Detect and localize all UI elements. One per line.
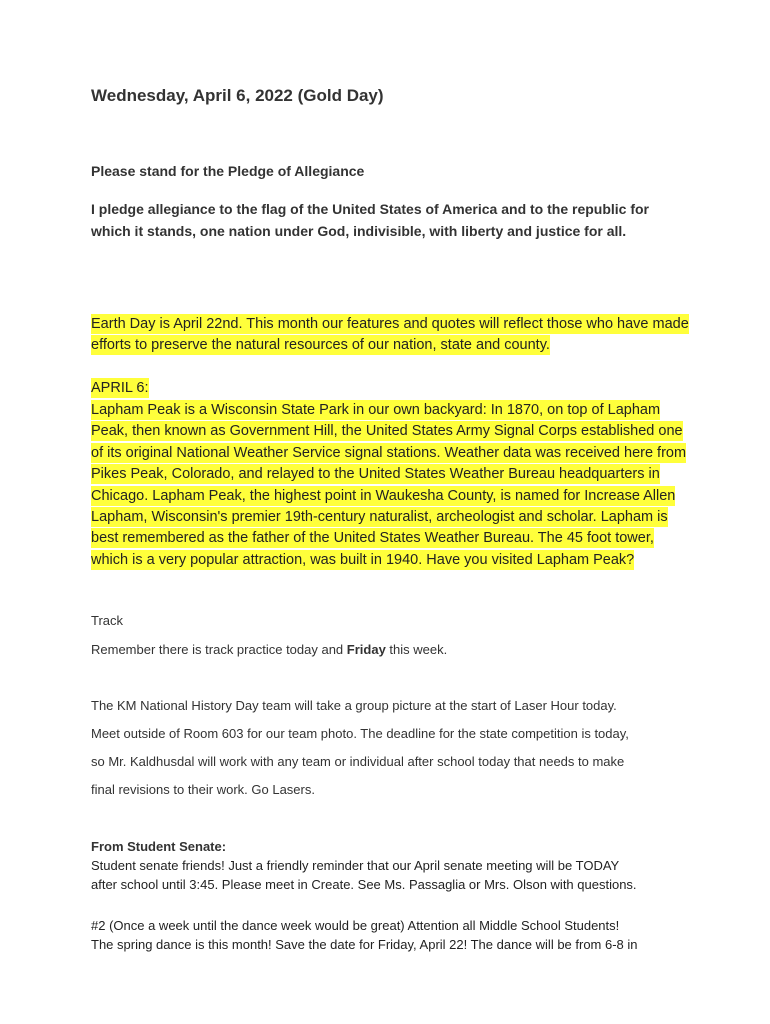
dance-line: #2 (Once a week until the dance week would be great) Attention all Middle School Students! xyxy=(91,918,620,933)
page-title: Wednesday, April 6, 2022 (Gold Day) xyxy=(91,86,384,105)
history-day-line: final revisions to their work. Go Lasers. xyxy=(91,782,315,797)
senate-heading: From Student Senate: xyxy=(91,839,227,854)
history-day-line: so Mr. Kaldhusdal will work with any team or individual after school today that needs to make xyxy=(91,754,625,769)
april6-heading: APRIL 6: xyxy=(91,380,149,396)
spring-dance-announcement xyxy=(91,916,691,954)
senate-line: Student senate friends! Just a friendly reminder that our April senate meeting will be TODAY xyxy=(91,858,620,873)
student-senate-section xyxy=(91,837,691,894)
april6-heading-block xyxy=(91,378,691,399)
track-text-start: Remember there is track practice today and xyxy=(91,642,347,657)
dance-line: The spring dance is this month! Save the date for Friday, April 22! The dance will be from 6-8 in xyxy=(91,937,638,952)
lapham-peak-feature xyxy=(91,400,691,571)
earth-day-announcement xyxy=(91,314,691,357)
pledge-text: I pledge allegiance to the flag of the United States of America and to the republic for which it stands, one nation under God, indivisible, with liberty and justice for all. xyxy=(91,201,650,239)
track-text xyxy=(91,642,691,657)
pledge-heading: Please stand for the Pledge of Allegiance xyxy=(91,163,365,179)
lapham-peak-text: Lapham Peak is a Wisconsin State Park in our own backyard: In 1870, on top of Lapham Peak, then known as Government Hill, the United States Army Signal Corps established one of its original National Weather Service signal stations. Weather data was received here from Pikes Peak, Colorado, and relayed to the United States Weather Bureau headquarters in Chicago. Lapham Peak, the highest point in Waukesha County, is named for Increase Allen Lapham, Wisconsin's premier 19th-century naturalist, archeologist and scholar. Lapham is best remembered as the father of the United States Weather Bureau. The 45 foot tower, which is a very popular attraction, was built in 1940. Have you visited Lapham Peak? xyxy=(91,402,687,568)
history-day-line: The KM National History Day team will take a group picture at the start of Laser Hour today. xyxy=(91,698,617,713)
track-text-end: this week. xyxy=(385,642,448,657)
earth-day-text: Earth Day is April 22nd. This month our features and quotes will reflect those who have made efforts to preserve the natural resources of our nation, state and county. xyxy=(91,316,689,354)
track-text-bold: Friday xyxy=(346,642,386,657)
history-day-announcement xyxy=(91,692,691,804)
senate-line: after school until 3:45. Please meet in Create. See Ms. Passaglia or Mrs. Olson with questions. xyxy=(91,877,637,892)
history-day-line: Meet outside of Room 603 for our team photo. The deadline for the state competition is today, xyxy=(91,726,629,741)
track-heading: Track xyxy=(91,613,124,628)
